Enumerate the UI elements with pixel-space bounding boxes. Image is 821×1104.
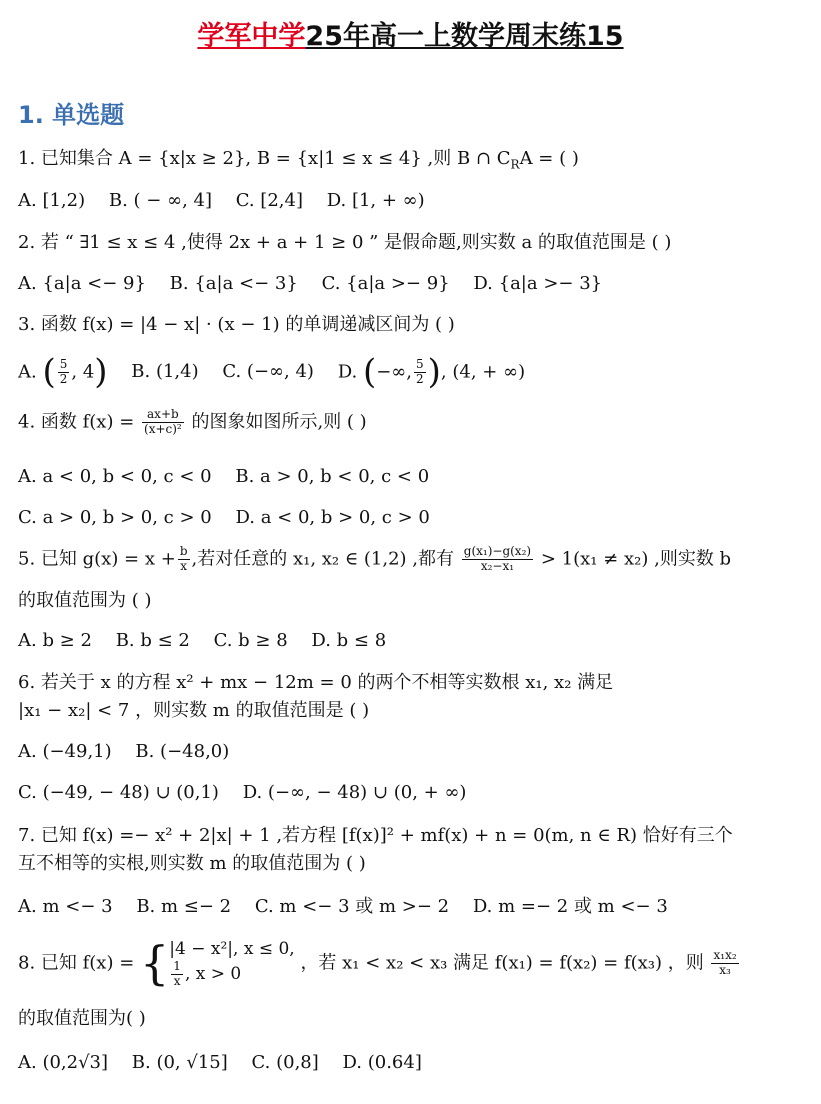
question-7-stem-cont: 互不相等的实根,则实数 m 的取值范围为 ( )	[18, 853, 366, 874]
option-a[interactable]: A. b ≥ 2	[18, 630, 92, 651]
question-8-options	[18, 1052, 440, 1074]
option-b[interactable]: B. (−48,0)	[135, 741, 230, 762]
school-name: 学军中学	[197, 21, 306, 52]
question-3-stem: 3. 函数 f(x) = |4 − x| · (x − 1) 的单调递减区间为 ( )	[18, 314, 455, 335]
option-d[interactable]: D. {a|a >− 3}	[473, 273, 603, 294]
option-c[interactable]: C. [2,4]	[235, 190, 303, 211]
question-8-stem-cont: 的取值范围为( )	[18, 1008, 146, 1029]
question-5-stem: 5. 已知 g(x) = x + $\frac{b}{x}$ ,若对任意的 x₁, x₂ ∈ (1,2) ,都有 $\frac{\text{g(x₁)−g(x₂)}}{\text{x₂−x₁}}$ > 1(x₁ ≠ x₂) ,则实数 b	[18, 544, 732, 573]
question-2-options	[18, 273, 620, 295]
question-6-options-row2	[18, 782, 484, 804]
question-1-options	[18, 190, 443, 212]
option-d[interactable]: D. b ≤ 8	[311, 630, 387, 651]
section-heading: 1. 单选题	[18, 101, 125, 129]
option-a[interactable]: A. [1,2)	[18, 190, 86, 211]
question-2-stem: 2. 若 “ ∃1 ≤ x ≤ 4 ,使得 2x + a + 1 ≥ 0 ” 是假命题,则实数 a 的取值范围是 ( )	[18, 232, 672, 253]
question-4-options-row2	[18, 507, 448, 529]
option-b[interactable]: B. {a|a <− 3}	[169, 273, 298, 294]
question-7-options	[18, 896, 686, 918]
option-b[interactable]: B. m ≤− 2	[136, 896, 232, 917]
option-a[interactable]: A. m <− 3	[18, 896, 113, 917]
option-c[interactable]: C. {a|a >− 9}	[321, 273, 450, 294]
question-1-stem: 1. 已知集合 A = {x|x ≥ 2}, B = {x|1 ≤ x ≤ 4} ,则 B ∩ $C_RA$ = ( )	[18, 148, 579, 172]
option-a[interactable]: A. a < 0, b < 0, c < 0	[18, 466, 212, 487]
option-c[interactable]: C. (0,8]	[251, 1052, 319, 1073]
question-5-stem-cont: 的取值范围为 ( )	[18, 590, 152, 611]
option-b[interactable]: B. ( − ∞, 4]	[108, 190, 212, 211]
option-d[interactable]: D. (−∞, − 48) ∪ (0, + ∞)	[242, 782, 467, 803]
option-b[interactable]: B. b ≤ 2	[115, 630, 190, 651]
question-4-options-row1	[18, 466, 447, 488]
option-c[interactable]: C. b ≥ 8	[213, 630, 288, 651]
title-text: 25年高一上数学周末练15	[305, 21, 624, 52]
question-8-stem: 8. 已知 f(x) = { |4 − x²|, x ≤ 0, $\frac{1}{x}$ , x > 0 ，若 x₁ < x₂ < x₃ 满足 f(x₁) = f(x₂) = f(x₃) ，则 $\frac{\text{x₁x₂}}{\text{x₃}}$	[18, 936, 737, 990]
option-a[interactable]: A. (−49,1)	[18, 741, 112, 762]
option-a[interactable]: A. (0,2√3]	[18, 1052, 109, 1073]
option-b[interactable]: B. (0, √15]	[131, 1052, 228, 1073]
option-d[interactable]: D. (−∞, $\frac{5}{2}$ ), (4, + ∞)	[337, 352, 526, 392]
option-b[interactable]: B. a > 0, b < 0, c < 0	[235, 466, 430, 487]
option-a[interactable]: A. ( $\frac{5}{2}$ , 4)	[18, 352, 108, 392]
option-d[interactable]: D. a < 0, b > 0, c > 0	[235, 507, 430, 528]
option-b[interactable]: B. (1,4)	[131, 361, 199, 383]
question-6-stem: 6. 若关于 x 的方程 x² + mx − 12m = 0 的两个不相等实数根 x₁, x₂ 满足	[18, 672, 614, 693]
question-4-stem: 4. 函数 f(x) = $\frac{ax+b}{\text{(x+c)²}}$ 的图象如图所示,则 ( )	[18, 407, 367, 436]
question-6-stem-cont: |x₁ − x₂| < 7 ，则实数 m 的取值范围是 ( )	[18, 700, 370, 721]
option-d[interactable]: D. (0.64]	[342, 1052, 422, 1073]
option-c[interactable]: C. (−∞, 4)	[222, 361, 314, 383]
option-c[interactable]: C. m <− 3 或 m >− 2	[254, 896, 450, 917]
question-6-options-row1	[18, 741, 247, 763]
worksheet-title	[0, 14, 821, 53]
question-7-stem: 7. 已知 f(x) =− x² + 2|x| + 1 ,若方程 [f(x)]² + mf(x) + n = 0(m, n ∈ R) 恰好有三个	[18, 825, 733, 846]
option-d[interactable]: D. [1, + ∞)	[326, 190, 425, 211]
option-a[interactable]: A. {a|a <− 9}	[18, 273, 146, 294]
question-5-options	[18, 630, 404, 652]
option-d[interactable]: D. m =− 2 或 m <− 3	[472, 896, 668, 917]
piecewise-cases: |4 − x²|, x ≤ 0, $\frac{1}{x}$ , x > 0	[169, 939, 295, 989]
option-c[interactable]: C. (−49, − 48) ∪ (0,1)	[18, 782, 219, 803]
question-3-options	[18, 352, 543, 393]
option-c[interactable]: C. a > 0, b > 0, c > 0	[18, 507, 212, 528]
